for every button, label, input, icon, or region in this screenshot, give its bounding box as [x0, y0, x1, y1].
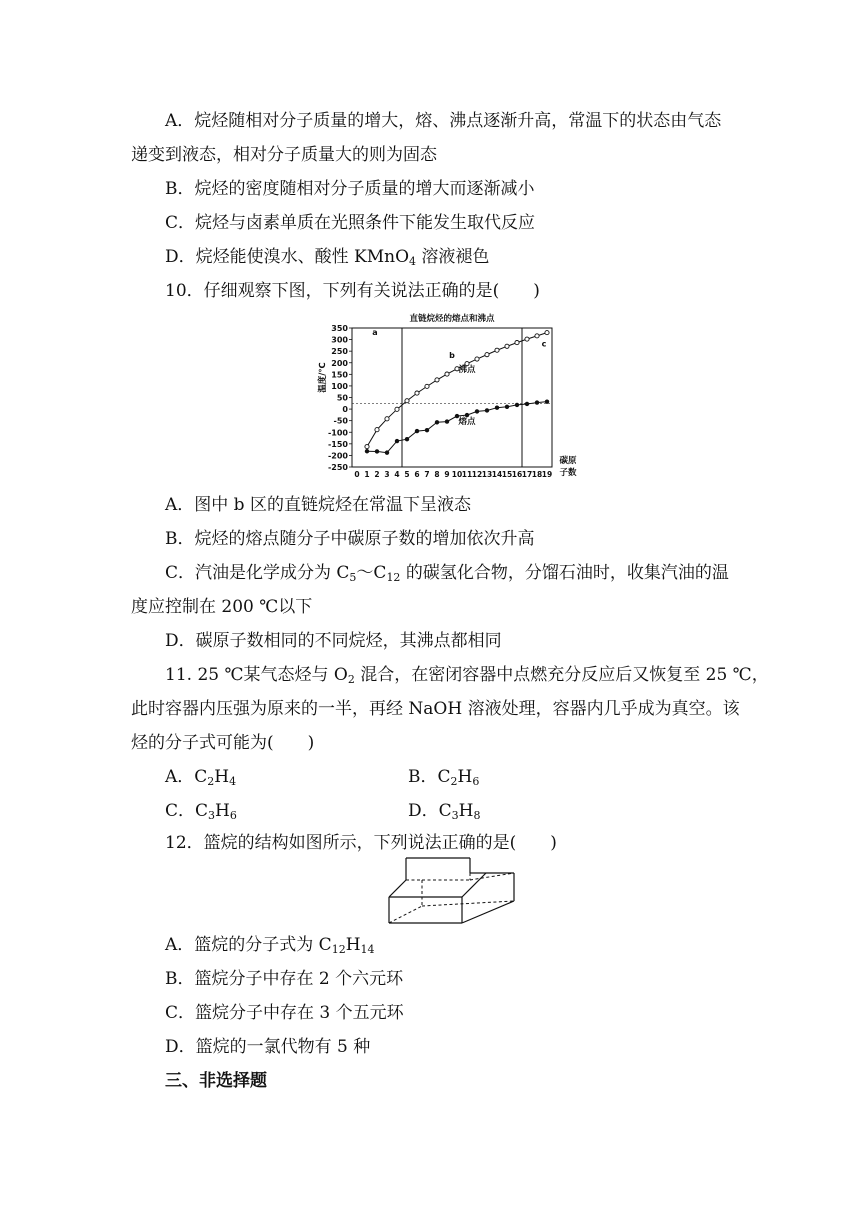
- region-label: c: [541, 339, 547, 349]
- q12-option-d: D．篮烷的一氯代物有 5 种: [165, 1037, 371, 1057]
- melting-point-marker: [395, 439, 399, 443]
- section-heading: 三、非选择题: [165, 1071, 267, 1091]
- alkane-melting-boiling-chart: [315, 310, 585, 485]
- boiling-point-line: [367, 333, 547, 447]
- x-tick-label: 15: [501, 470, 513, 479]
- melting-point-marker: [545, 399, 549, 403]
- q11-option-c: C．$C_3H_6$: [165, 801, 237, 822]
- boiling-point-marker: [425, 384, 429, 388]
- x-tick-label: 17: [521, 470, 533, 479]
- region-label: a: [372, 327, 378, 337]
- boiling-point-marker: [495, 348, 499, 352]
- melting-point-marker: [515, 403, 519, 407]
- melting-series-label: 熔点: [458, 417, 476, 428]
- region-label: b: [449, 351, 455, 361]
- melting-point-marker: [505, 405, 509, 409]
- x-tick-label: 18: [531, 470, 543, 479]
- q10-option-b: B．烷烃的熔点随分子中碳原子数的增加依次升高: [165, 529, 535, 549]
- x-tick-label: 19: [541, 470, 553, 479]
- x-tick-label: 0: [354, 470, 360, 479]
- q10-option-c-line1: C．汽油是化学成分为 $C_5\sim C_{12}$ 的碳氢化合物，分馏石油时，收集汽油的温: [165, 563, 729, 584]
- boiling-series-label: 沸点: [458, 365, 476, 376]
- x-axis-label: 碳原: [559, 456, 577, 466]
- y-tick-label: 350: [331, 324, 348, 333]
- y-tick-label: -150: [327, 439, 348, 449]
- boiling-point-marker: [445, 372, 449, 376]
- boiling-point-marker: [385, 417, 389, 421]
- x-tick-label: 4: [394, 470, 400, 479]
- y-tick-label: 100: [331, 381, 348, 391]
- melting-point-marker: [485, 408, 489, 412]
- y-tick-label: -50: [333, 416, 348, 426]
- melting-point-marker: [365, 449, 369, 453]
- x-tick-label: 14: [491, 470, 503, 479]
- x-tick-label: 9: [444, 470, 450, 479]
- x-tick-label: 1: [364, 470, 370, 479]
- boiling-point-marker: [375, 428, 379, 432]
- q12-option-a: A．篮烷的分子式为 $C_{12}H_{14}$: [165, 935, 375, 956]
- melting-point-marker: [385, 450, 389, 454]
- boiling-point-marker: [475, 357, 479, 361]
- q10-option-a: A．图中 b 区的直链烷烃在常温下呈液态: [165, 495, 471, 515]
- melting-point-marker: [525, 402, 529, 406]
- boiling-point-marker: [405, 399, 409, 403]
- melting-point-marker: [435, 420, 439, 424]
- q10-option-d: D．碳原子数相同的不同烷烃，其沸点都相同: [165, 631, 502, 651]
- melting-point-marker: [415, 429, 419, 433]
- y-tick-label: -250: [327, 463, 348, 472]
- boiling-point-marker: [365, 445, 369, 449]
- x-tick-label: 7: [424, 470, 430, 479]
- y-tick-label: 50: [336, 393, 348, 403]
- q12-stem: 12．篮烷的结构如图所示，下列说法正确的是( ): [165, 833, 557, 853]
- x-tick-label: 3: [384, 470, 390, 479]
- boiling-point-marker: [415, 391, 419, 395]
- basketane-structure-diagram: [386, 854, 518, 928]
- q9-option-d: D．烷烃能使溴水、酸性 KMnO$_4$ 溶液褪色: [165, 247, 490, 268]
- melting-point-line: [367, 402, 547, 453]
- y-tick-label: -200: [327, 451, 348, 461]
- boiling-point-marker: [515, 340, 519, 344]
- x-tick-label: 11: [461, 470, 473, 479]
- x-tick-label: 5: [404, 470, 410, 479]
- boiling-point-marker: [395, 407, 399, 411]
- x-tick-label: 8: [434, 470, 440, 479]
- x-tick-label: 12: [471, 470, 483, 479]
- melting-point-marker: [495, 405, 499, 409]
- q11-stem-line2: 此时容器内压强为原来的一半，再经 NaOH 溶液处理，容器内几乎成为真空。该: [131, 699, 740, 719]
- melting-point-marker: [375, 449, 379, 453]
- x-tick-label: 10: [451, 470, 463, 479]
- y-axis-label: 温度/℃: [318, 362, 328, 393]
- q9-option-a-line2: 递变到液态，相对分子质量大的则为固态: [131, 145, 437, 165]
- chart-title: 直链烷烃的熔点和沸点: [409, 314, 495, 324]
- q11-stem-line1: 11. 25 ℃某气态烃与 $O_2$ 混合，在密闭容器中点燃充分反应后又恢复至 25 ℃，: [165, 665, 769, 686]
- q10-option-c-line2: 度应控制在 200 ℃以下: [131, 597, 313, 617]
- y-tick-label: 250: [331, 347, 348, 357]
- q11-option-a: A．$C_2H_4$: [165, 767, 237, 788]
- melting-point-marker: [405, 437, 409, 441]
- boiling-point-marker: [435, 378, 439, 382]
- q11-stem-line3: 烃的分子式可能为( ): [131, 733, 315, 753]
- q9-option-b: B．烷烃的密度随相对分子质量的增大而逐渐减小: [165, 179, 535, 199]
- boiling-point-marker: [485, 353, 489, 357]
- boiling-point-marker: [535, 334, 539, 338]
- q9-option-c: C．烷烃与卤素单质在光照条件下能发生取代反应: [165, 213, 536, 233]
- q10-stem: 10．仔细观察下图，下列有关说法正确的是( ): [165, 281, 540, 301]
- q9-option-a-line1: A．烷烃随相对分子质量的增大，熔、沸点逐渐升高，常温下的状态由气态: [165, 111, 722, 131]
- boiling-point-marker: [525, 337, 529, 341]
- melting-point-marker: [445, 419, 449, 423]
- y-tick-label: 200: [331, 358, 348, 368]
- q12-option-b: B．篮烷分子中存在 2 个六元环: [165, 969, 404, 989]
- melting-point-marker: [535, 400, 539, 404]
- melting-point-marker: [425, 428, 429, 432]
- boiling-point-marker: [505, 344, 509, 348]
- x-tick-label: 6: [414, 470, 420, 479]
- x-tick-label: 16: [511, 470, 523, 479]
- q11-option-d: D．$C_3H_8$: [408, 801, 481, 822]
- melting-point-marker: [475, 409, 479, 413]
- y-tick-label: 0: [342, 405, 348, 415]
- y-tick-label: 150: [331, 370, 348, 380]
- boiling-point-marker: [545, 331, 549, 335]
- q12-option-c: C．篮烷分子中存在 3 个五元环: [165, 1003, 404, 1023]
- x-tick-label: 13: [481, 470, 493, 479]
- x-tick-label: 2: [374, 470, 380, 479]
- x-axis-label: 子数: [559, 468, 577, 478]
- y-tick-label: -100: [327, 428, 348, 438]
- q11-option-b: B．$C_2H_6$: [408, 767, 480, 788]
- y-tick-label: 300: [331, 335, 348, 345]
